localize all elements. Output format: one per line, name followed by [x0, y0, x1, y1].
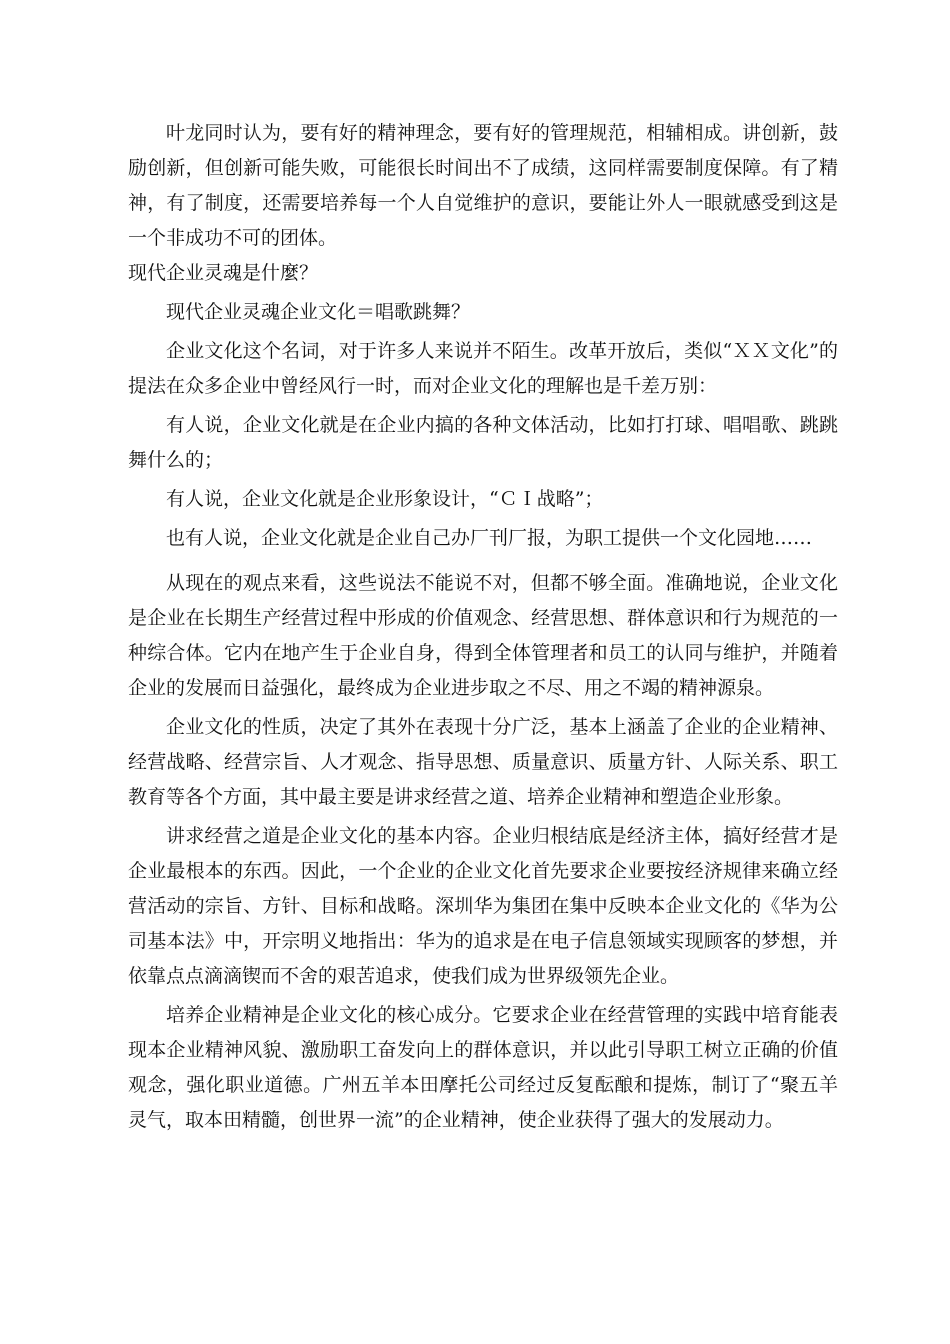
paragraph-8: 企业文化的性质，决定了其外在表现十分广泛，基本上涵盖了企业的企业精神、经营战略、经营宗旨、人才观念、指导思想、质量意识、质量方针、人际关系、职工教育等各个方面，其中最主要是讲求经营之道、培养企业精神和塑造企业形象。	[128, 716, 838, 808]
paragraph-7: 从现在的观点来看，这些说法不能说不对，但都不够全面。准确地说，企业文化是企业在长期生产经营过程中形成的价值观念、经营思想、群体意识和行为规范的一种综合体。它内在地产生于企业自身，得到全体管理者和员工的认同与维护，并随着企业的发展而日益强化，最终成为企业进步取之不尽、用之不竭的精神源泉。	[128, 572, 838, 699]
document-body	[128, 116, 838, 1138]
paragraph-1: 叶龙同时认为，要有好的精神理念，要有好的管理规范，相辅相成。讲创新，鼓励创新，但创新可能失败，可能很长时间出不了成绩，这同样需要制度保障。有了精神，有了制度，还需要培养每一个人自觉维护的意识，要能让外人一眼就感受到这是一个非成功不可的团体。	[128, 122, 838, 249]
paragraph-5: 有人说，企业文化就是企业形象设计，“ＣＩ战略”；	[166, 488, 604, 510]
paragraph-9: 讲求经营之道是企业文化的基本内容。企业归根结底是经济主体，搞好经营才是企业最根本的东西。因此，一个企业的企业文化首先要求企业要按经济规律来确立经营活动的宗旨、方针、目标和战略。深圳华为集团在集中反映本企业文化的《华为公司基本法》中，开宗明义地指出：华为的追求是在电子信息领域实现顾客的梦想，并依靠点点滴滴锲而不舍的艰苦追求，使我们成为世界级领先企业。	[128, 825, 838, 987]
paragraph-6: 也有人说，企业文化就是企业自己办厂刊厂报，为职工提供一个文化园地……	[166, 527, 813, 549]
paragraph-3: 企业文化这个名词，对于许多人来说并不陌生。改革开放后，类似“ＸＸ文化”的提法在众多企业中曾经风行一时，而对企业文化的理解也是千差万别：	[128, 340, 838, 397]
paragraph-4: 有人说，企业文化就是在企业内搞的各种文体活动，比如打打球、唱唱歌、跳跳舞什么的；	[128, 414, 838, 471]
paragraph-10: 培养企业精神是企业文化的核心成分。它要求企业在经营管理的实践中培育能表现本企业精神风貌、激励职工奋发向上的群体意识，并以此引导职工树立正确的价值观念，强化职业道德。广州五羊本田摩托公司经过反复酝酿和提炼，制订了“聚五羊灵气，取本田精髓，创世界一流”的企业精神，使企业获得了强大的发展动力。	[128, 1004, 838, 1131]
section-heading: 现代企业灵魂是什麼？	[128, 262, 319, 284]
paragraph-2: 现代企业灵魂企业文化＝唱歌跳舞？	[166, 301, 471, 323]
